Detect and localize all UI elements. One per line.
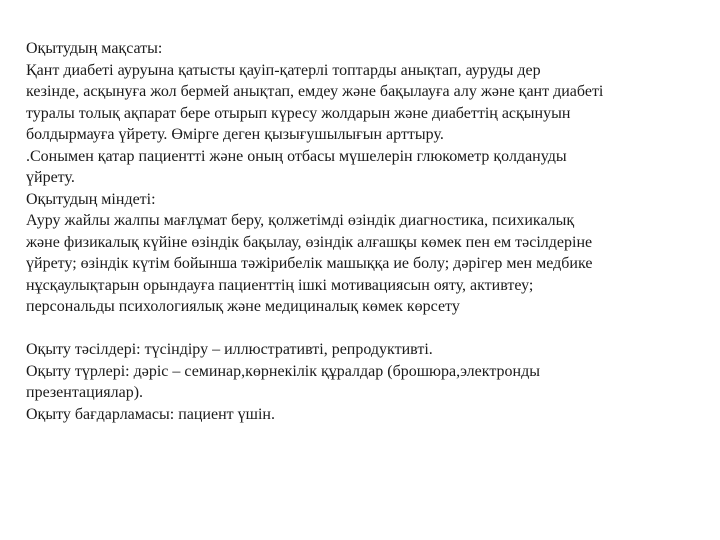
methods-line: Оқыту тәсілдері: түсіндіру – иллюстративті, репродуктивті. [26,341,433,358]
types-line: презентациялар). [26,384,144,401]
goal-text-line: болдырмауға үйрету. Өмірге деген қызығушылығын арттыру. [26,126,444,143]
slide-text-body [26,38,702,425]
program-line: Оқыту бағдарламасы: пациент үшін. [26,405,275,423]
goal-heading: Оқытудың мақсаты: [26,40,163,57]
goal-text-line: үйрету. [26,169,75,186]
task-text-line: нұсқаулықтарын орындауға пациенттің ішкі мотивациясын ояту, активтеу; [26,276,534,294]
goal-text-line: туралы толық ақпарат бере отырып күресу жолдарын және диабеттің асқынуын [26,104,571,122]
task-text-line: персональды психологиялық және медициналық көмек көрсету [26,298,460,315]
types-line: Оқыту түрлері: дәріс – семинар,көрнекілік құралдар (брошюра,электронды [26,362,540,380]
goal-text-line: Қант диабеті ауруына қатысты қауіп-қатерлі топтарды анықтап, ауруды дер [26,61,541,79]
goal-text-line: кезінде, асқынуға жол бермей анықтап, емдеу және бақылауға алу және қант диабеті [26,83,604,100]
task-text-line: үйрету; өзіндік күтім бойынша тәжірибелік машыққа ие болу; дәрігер мен медбике [26,255,593,272]
task-heading: Оқытудың міндеті: [26,190,156,208]
task-text-line: Ауру жайлы жалпы мағлұмат беру, қолжетімді өзіндік диагностика, психикалық [26,212,575,229]
goal-text-line: .Сонымен қатар пациентті және оның отбасы мүшелерін глюкометр қолдануды [26,147,567,165]
task-text-line: және физикалық күйіне өзіндік бақылау, өзіндік алғашқы көмек пен ем тәсілдеріне [26,233,593,251]
blank-line [26,318,702,340]
